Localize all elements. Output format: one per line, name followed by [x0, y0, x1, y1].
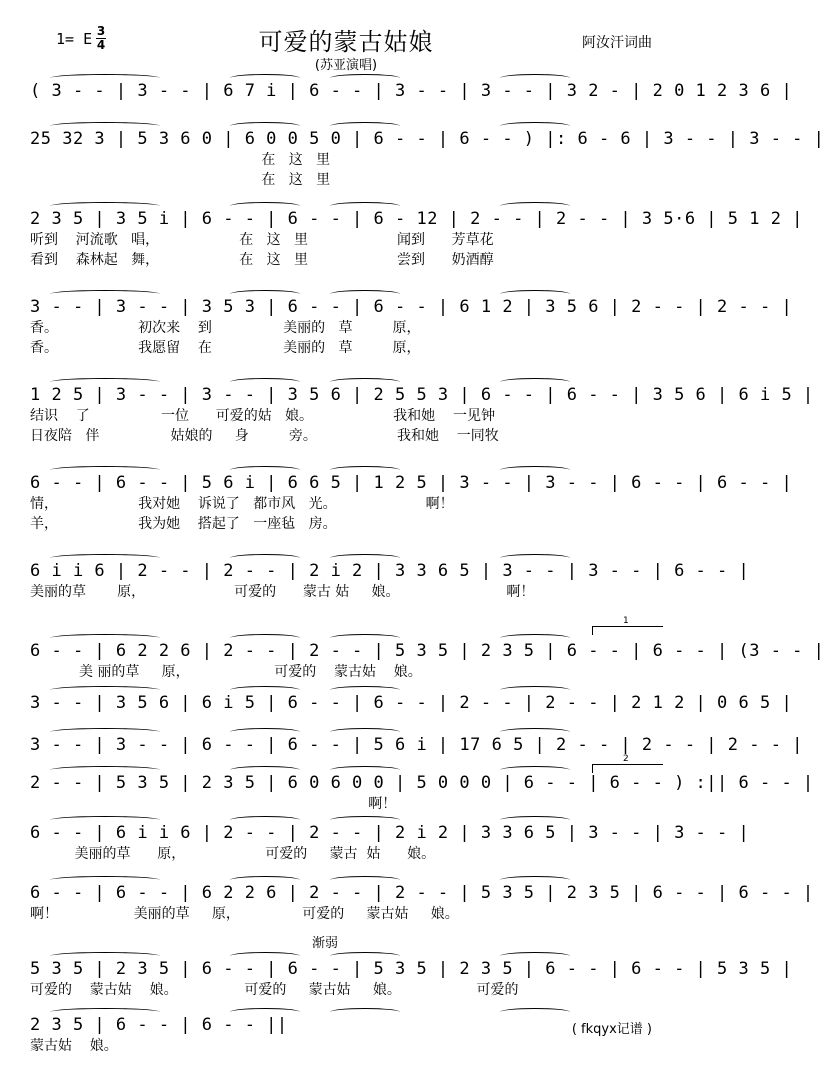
slur-arc — [50, 876, 160, 884]
slur-arc — [330, 766, 400, 774]
notation-line: ( 3 - - | 3 - - | 6 7 i | 6 - - | 3 - - | 3 - - | 3 2 - | 2 0 1 2 3 6 | — [30, 81, 793, 101]
slur-arc — [500, 554, 570, 562]
lyric-line: 在 这 里 — [30, 152, 331, 168]
slur-arc — [50, 1008, 160, 1016]
slur-arc — [230, 202, 300, 210]
slur-arc — [50, 466, 160, 474]
slur-arc — [330, 952, 400, 960]
slur-arc — [330, 74, 400, 82]
notation-line: 6 i i 6 | 2 - - | 2 - - | 2 i 2 | 3 3 6 5 | 3 - - | 3 - - | 6 - - | — [30, 561, 750, 581]
key-signature: 1= E — [56, 30, 93, 48]
slur-arc — [330, 554, 400, 562]
slur-arc — [230, 122, 300, 130]
slur-arc — [50, 554, 160, 562]
song-title: 可爱的蒙古姑娘 — [258, 28, 434, 56]
notation-line: 6 - - | 6 - - | 5 6 i | 6 6 5 | 1 2 5 | 3 - - | 3 - - | 6 - - | 6 - - | — [30, 473, 793, 493]
notation-line: 2 3 5 | 6 - - | 6 - - || — [30, 1015, 288, 1035]
notation-line: 25 32 3 | 5 3 6 0 | 6 0 0 5 0 | 6 - - | 6 - - ) |: 6 - 6 | 3 - - | 3 - - | — [30, 129, 824, 149]
score-system — [30, 640, 824, 682]
notation-line: 2 - - | 5 3 5 | 2 3 5 | 6 0 6 0 0 | 5 0 0 0 | 6 - - | 6 - - ) :|| 6 - - | — [30, 773, 814, 793]
score-system — [30, 560, 750, 602]
lyric-line: 香。 我愿留 在 美丽的 草 原， — [30, 340, 421, 356]
lyric-line: 美丽的草 原， 可爱的 蒙古 姑 娘。 啊！ — [30, 584, 535, 600]
notation-line: 1 2 5 | 3 - - | 3 - - | 3 5 6 | 2 5 5 3 | 6 - - | 6 - - | 3 5 6 | 6 i 5 | — [30, 385, 814, 405]
notation-line: 2 3 5 | 3 5 i | 6 - - | 6 - - | 6 - 12 | 2 - - | 2 - - | 3 5·6 | 5 1 2 | — [30, 209, 803, 229]
notation-line: 6 - - | 6 i i 6 | 2 - - | 2 - - | 2 i 2 | 3 3 6 5 | 3 - - | 3 - - | — [30, 823, 750, 843]
slur-arc — [330, 634, 400, 642]
score-system — [30, 958, 793, 1000]
slur-arc — [230, 554, 300, 562]
slur-arc — [50, 290, 160, 298]
slur-arc — [230, 728, 300, 736]
slur-arc — [50, 816, 160, 824]
slur-arc — [330, 876, 400, 884]
slur-arc — [50, 952, 160, 960]
slur-arc — [500, 290, 570, 298]
slur-arc — [330, 378, 400, 386]
score-system — [30, 882, 814, 924]
slur-arc — [230, 876, 300, 884]
slur-arc — [500, 876, 570, 884]
lyric-line: 香。 初次来 到 美丽的 草 原， — [30, 320, 421, 336]
lyric-line: 美丽的草 原， 可爱的 蒙古 姑 娘。 — [30, 846, 436, 862]
slur-arc — [500, 952, 570, 960]
slur-arc — [330, 816, 400, 824]
volta-one: 1 — [592, 626, 663, 635]
score-system — [30, 384, 814, 446]
slur-arc — [50, 634, 160, 642]
slur-arc — [500, 816, 570, 824]
meter-top: 3 — [96, 24, 106, 38]
dynamic-marking: 渐弱 — [312, 936, 339, 951]
notation-line: 6 - - | 6 2 2 6 | 2 - - | 2 - - | 5 3 5 | 2 3 5 | 6 - - | 6 - - | (3 - - | — [30, 641, 824, 661]
lyric-line: 蒙古姑 娘。 — [30, 1038, 118, 1054]
slur-arc — [500, 74, 570, 82]
slur-arc — [500, 122, 570, 130]
slur-arc — [500, 378, 570, 386]
slur-arc — [230, 952, 300, 960]
score-system — [30, 208, 803, 270]
slur-arc — [230, 634, 300, 642]
notation-line: 3 - - | 3 - - | 6 - - | 6 - - | 5 6 i | 17 6 5 | 2 - - | 2 - - | 2 - - | — [30, 735, 803, 755]
score-system — [30, 128, 824, 190]
slur-arc — [500, 766, 570, 774]
slur-arc — [50, 686, 160, 694]
lyric-line: 可爱的 蒙古姑 娘。 可爱的 蒙古姑 娘。 可爱的 — [30, 982, 519, 998]
slur-arc — [230, 290, 300, 298]
lyric-line: 看到 森林起 舞， 在 这 里 尝到 奶酒醇 — [30, 252, 494, 268]
lyric-line: 羊， 我为她 搭起了 一座毡 房。 — [30, 516, 337, 532]
score-system — [30, 472, 793, 534]
score-system — [30, 296, 793, 358]
slur-arc — [230, 378, 300, 386]
lyric-line: 结识 了 一位 可爱的姑 娘。 我和她 一见钟 — [30, 408, 495, 424]
notation-line: 3 - - | 3 - - | 3 5 3 | 6 - - | 6 - - | 6 1 2 | 3 5 6 | 2 - - | 2 - - | — [30, 297, 793, 317]
transcriber-credit: ( fkqyx记谱 ) — [571, 1022, 652, 1037]
notation-line: 3 - - | 3 5 6 | 6 i 5 | 6 - - | 6 - - | 2 - - | 2 - - | 2 1 2 | 0 6 5 | — [30, 693, 793, 713]
notation-line: 5 3 5 | 2 3 5 | 6 - - | 6 - - | 5 3 5 | 2 3 5 | 6 - - | 6 - - | 5 3 5 | — [30, 959, 793, 979]
score-system — [30, 772, 814, 814]
lyric-line: 听到 河流歌 唱， 在 这 里 闻到 芳草花 — [30, 232, 494, 248]
slur-arc — [50, 378, 160, 386]
slur-arc — [230, 766, 300, 774]
score-system — [30, 822, 750, 864]
score-system — [30, 734, 803, 756]
slur-arc — [50, 122, 160, 130]
slur-arc — [330, 686, 400, 694]
lyric-line: 情， 我对她 诉说了 都市风 光。 啊！ — [30, 496, 454, 512]
slur-arc — [500, 202, 570, 210]
slur-arc — [230, 816, 300, 824]
slur-arc — [500, 1008, 570, 1016]
slur-arc — [50, 74, 160, 82]
volta-two: 2 — [592, 764, 663, 773]
slur-arc — [330, 122, 400, 130]
slur-arc — [50, 766, 160, 774]
performer-subtitle: (苏亚演唱) — [314, 58, 378, 73]
lyric-line: 啊！ 美丽的草 原， 可爱的 蒙古姑 娘。 — [30, 906, 459, 922]
slur-arc — [230, 466, 300, 474]
slur-arc — [500, 686, 570, 694]
slur-arc — [330, 728, 400, 736]
score-system — [30, 80, 793, 102]
composer-credit: 阿汝汗词曲 — [582, 35, 652, 51]
slur-arc — [330, 1008, 400, 1016]
lyric-line: 美 丽的草 原， 可爱的 蒙古姑 娘。 — [30, 664, 422, 680]
slur-arc — [330, 202, 400, 210]
lyric-line: 啊！ — [30, 796, 397, 812]
slur-arc — [500, 634, 570, 642]
lyric-line: 日夜陪 伴 姑娘的 身 旁。 我和她 一同牧 — [30, 428, 499, 444]
slur-arc — [230, 1008, 300, 1016]
slur-arc — [330, 290, 400, 298]
notation-line: 6 - - | 6 - - | 6 2 2 6 | 2 - - | 2 - - | 5 3 5 | 2 3 5 | 6 - - | 6 - - | — [30, 883, 814, 903]
slur-arc — [500, 728, 570, 736]
slur-arc — [50, 202, 160, 210]
meter-bottom: 4 — [96, 38, 106, 52]
slur-arc — [500, 466, 570, 474]
score-system — [30, 692, 793, 714]
slur-arc — [230, 686, 300, 694]
slur-arc — [330, 466, 400, 474]
slur-arc — [230, 74, 300, 82]
lyric-line: 在 这 里 — [30, 172, 331, 188]
slur-arc — [50, 728, 160, 736]
